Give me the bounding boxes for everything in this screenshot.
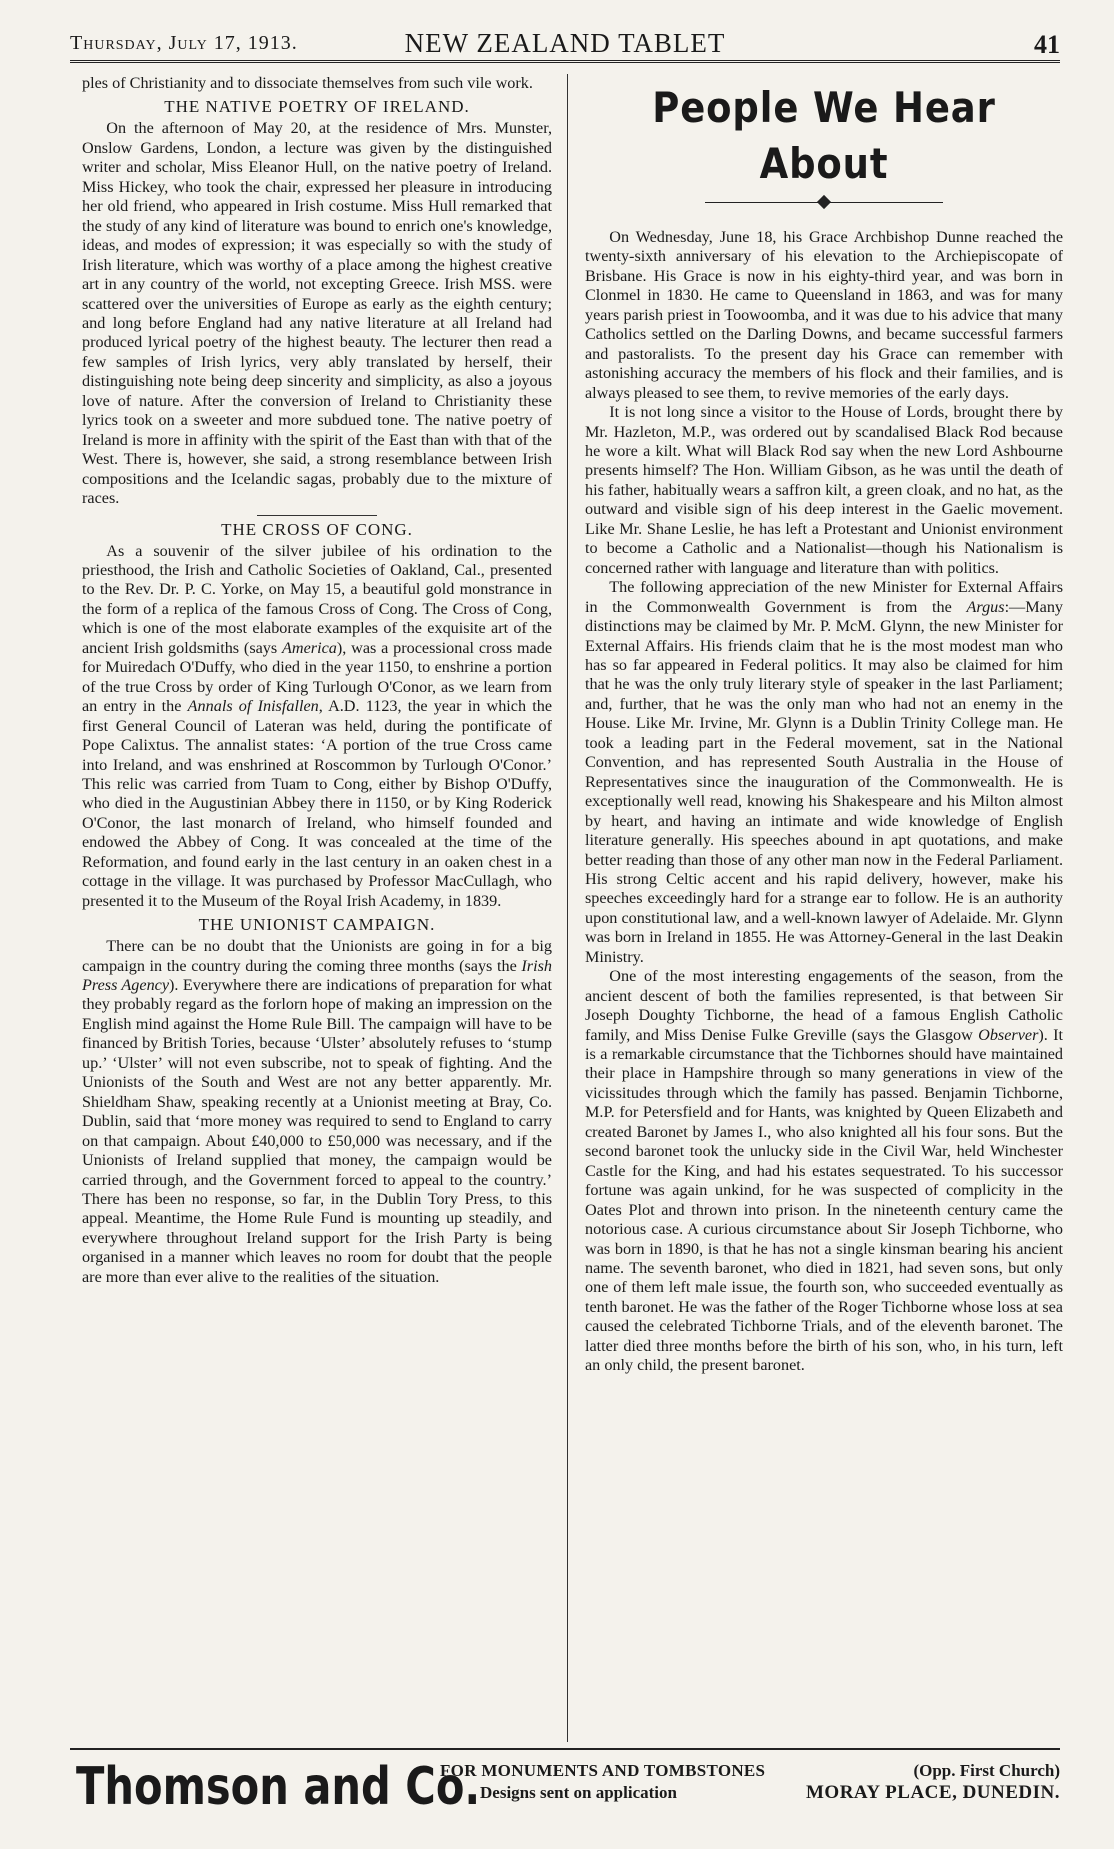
issue-date: Thursday, July 17, 1913. <box>70 32 298 54</box>
item-tichborne: One of the most interesting engagements of the season, from the ancient descent of both the families represented, is that between Sir Joseph Doughty Tichborne, the head of a famous English Catholic family, and Miss Denise Fulke Greville (says the Glasgow Observer). It is a remarkable circumstance that the Tichbornes should have maintained their place in Hampshire through so many generations in view of the vicissitudes through which the family has passed. Benjamin Tichborne, M.P. for Petersfield and for Hants, was knighted by Queen Elizabeth and created Baronet by James I., who also knighted all his four sons. But the second baronet took the unlucky side in the Civil War, held Winchester Castle for the King, and had his estates sequestrated. To his successor fortune was again unkind, for he was suspected of complicity in the Oates Plot and thrown into prison. In the nineteenth century came the notorious case. A curious circumstance about Sir Joseph Tichborne, who was born in 1890, is that he has not a single kinsman bearing his ancient name. The seventh baronet, who died in 1821, had seven sons, but only one of them left male issue, the fourth son, who succeeded eventually as tenth baronet. He was the father of the Roger Tichborne whose loss at sea caused the celebrated Tichborne Trials, and of the eleventh baronet. The latter died three months before the birth of his son, who, in his turn, left an only child, the present baronet. <box>585 967 1063 1375</box>
footer-rule <box>70 1748 1060 1750</box>
diamond-ornament-icon <box>817 195 831 209</box>
section-heading-unionist-campaign: THE UNIONIST CAMPAIGN. <box>198 915 436 935</box>
advert-text <box>440 1760 1060 1804</box>
title-ornament <box>585 196 1063 210</box>
masthead: NEW ZEALAND TABLET <box>404 28 726 58</box>
item-archbishop-dunne: On Wednesday, June 18, his Grace Archbishop Dunne reached the twenty-sixth anniversary of his elevation to the Archiepiscopate of Brisbane. His Grace is now in his eighty-third year, and was born in Clonmel in 1830. He came to Queensland in 1863, and was for many years parish priest in Toowoomba, and it was due to his advice that many Catholics settled on the Darling Downs, and became successful farmers and pastoralists. To the present day his Grace can remember with astonishing accuracy the members of his flock and their families, and is always pleased to see them, to revive memories of the early days. <box>585 228 1063 402</box>
advert-line1-left: FOR MONUMENTS AND TOMBSTONES <box>440 1761 766 1780</box>
article-native-poetry: On the afternoon of May 20, at the residence of Mrs. Munster, Onslow Gardens, London, a lecture was given by the distinguished writer and scholar, Miss Eleanor Hull, on the native poetry of Ireland. Miss Hickey, who took the chair, expressed her pleasure in introducing her old friend, who appeared in Irish costume. Miss Hull remarked that the study of any kind of literature was bound to enrich one's knowledge, ideas, and modes of expression; it was especially so with the study of Irish literature, which was worthy of a place among the highest creative art in any country of the world, not excepting Greece. Irish MSS. were scattered over the universities of Europe as early as the eighth century; and long before England had any native literature at all Ireland had produced lyrical poetry of the highest beauty. The lecturer then read a few samples of Irish lyrics, very ably translated by herself, their distinguishing note being deep sincerity and simplicity, as also a joyous love of nature. After the conversion of Ireland to Christianity these lyrics took on a sweeter and more subdued tone. The native poetry of Ireland is more in affinity with the spirit of the East than with that of the West. There is, however, she said, a strong resemblance between Irish compositions and the Icelandic sagas, probably due to the mixture of races. <box>82 119 552 508</box>
advert-line2-left: Designs sent on application <box>480 1783 677 1802</box>
page-header <box>70 24 1060 64</box>
header-rule <box>70 60 1060 66</box>
section-rule <box>257 515 377 516</box>
page-number: 41 <box>1034 30 1060 59</box>
section-heading-native-poetry: THE NATIVE POETRY OF IRELAND. <box>164 97 470 117</box>
item-mr-glynn: The following appreciation of the new Minister for External Affairs in the Commonwealth Government is from the Argus:—Many distinctions may be claimed by Mr. P. McM. Glynn, the new Minister for External Affairs. His friends claim that he is the most modest man who has so far appeared in Federal politics. It may also be claimed for him that he was the only truly literary style of speaker in the last Parliament; and, further, that he was the only man who had not an enemy in the House. Like Mr. Irvine, Mr. Glynn is a Dublin Trinity College man. He took a leading part in the Federal movement, sat in the National Convention, and has represented South Australia in the House of Representatives since the inauguration of the Commonwealth. He is exceptionally well read, knowing his Shakespeare and his Milton almost by heart, and having an intimate and wide knowledge of English literature generally. His speeches abound in apt quotations, and make better reading than those of any other man now in the Federal Parliament. His strong Celtic accent and his rapid delivery, however, make his speeches exceedingly hard for a strange ear to follow. He is an authority upon constitutional law, and a well-known lawyer of Adelaide. Mr. Glynn was born in Ireland in 1855. He was Attorney-General in the last Deakin Ministry. <box>585 578 1063 966</box>
continued-paragraph: ples of Christianity and to dissociate themselves from such vile work. <box>82 74 533 92</box>
right-column <box>585 74 1063 1742</box>
advert-line1-right: (Opp. First Church) <box>913 1761 1060 1780</box>
left-column <box>82 74 552 1742</box>
column-title: People We Hear About <box>652 83 996 188</box>
article-unionist-campaign: There can be no doubt that the Unionists are going in for a big campaign in the country during the coming three months (says the Irish Press Agency). Everywhere there are indications of preparation for what they probably regard as the forlorn hope of making an impression on the English mind against the Home Rule Bill. The campaign will have to be financed by British Tories, because ‘Ulster’ absolutely refuses to ‘stump up.’ ‘Ulster’ will not even subscribe, not to speak of fighting. And the Unionists of the South and West are not any better apparently. Mr. Shieldham Shaw, speaking recently at a Unionist meeting at Bray, Co. Dublin, said that ‘more money was required to send to England to carry on that campaign. About £40,000 to £50,000 was necessary, and if the Unionists of Ireland supplied that money, the campaign would be carried through, and the Government forced to appeal to the country.’ There has been no response, so far, in the Dublin Tory Press, to this appeal. Meantime, the Home Rule Fund is mounting up steadily, and everywhere throughout Ireland support for the Irish Party is being organised in a manner which leaves no room for doubt that the people are more than ever alive to the realities of the situation. <box>82 937 552 1286</box>
advert-firm-name: Thomson and Co. <box>76 1757 481 1817</box>
section-heading-cross-of-cong: THE CROSS OF CONG. <box>221 519 413 539</box>
article-cross-of-cong: As a souvenir of the silver jubilee of his ordination to the priesthood, the Irish and Catholic Societies of Oakland, Cal., presented to the Rev. Dr. P. C. Yorke, on May 15, a beautiful gold monstrance in the form of a replica of the famous Cross of Cong. The Cross of Cong, which is one of the most elaborate examples of the exquisite art of the ancient Irish goldsmiths (says America), was a processional cross made for Muiredach O'Duffy, who died in the year 1150, to enshrine a portion of the true Cross by order of King Turlough O'Conor, as we learn from an entry in the Annals of Inisfallen, A.D. 1123, the year in which the first General Council of Lateran was held, during the pontificate of Pope Calixtus. The annalist states: ‘A portion of the true Cross came into Ireland, and was enshrined at Roscommon by Turlough O'Conor.’ This relic was carried from Tuam to Cong, either by Bishop O'Duffy, who died in the Augustinian Abbey there in 1150, or by King Roderick O'Conor, the last monarch of Ireland, who himself founded and endowed the Abbey of Cong. It was concealed at the time of the Reformation, and found early in the last century in an oaken chest in a cottage in the village. It was purchased by Professor MacCullagh, who presented it to the Museum of the Royal Irish Academy, in 1839. <box>82 541 552 910</box>
item-lord-ashbourne: It is not long since a visitor to the House of Lords, brought there by Mr. Hazleton, M.P., was ordered out by scandalised Black Rod because he wore a kilt. What will Black Rod say when the new Lord Ashbourne presents himself? The Hon. William Gibson, as he was until the death of his father, habitually wears a saffron kilt, a green cloak, and no hat, as the outward and visible sign of his deep interest in the Gaelic movement. Like Mr. Shane Leslie, he has left a Protestant and Unionist environment to become a Catholic and a Nationalist—though his Nationalism is concerned rather with language and literature than with politics. <box>585 403 1063 577</box>
advert-line2-right: MORAY PLACE, DUNEDIN. <box>806 1782 1060 1803</box>
column-divider <box>567 74 568 1742</box>
